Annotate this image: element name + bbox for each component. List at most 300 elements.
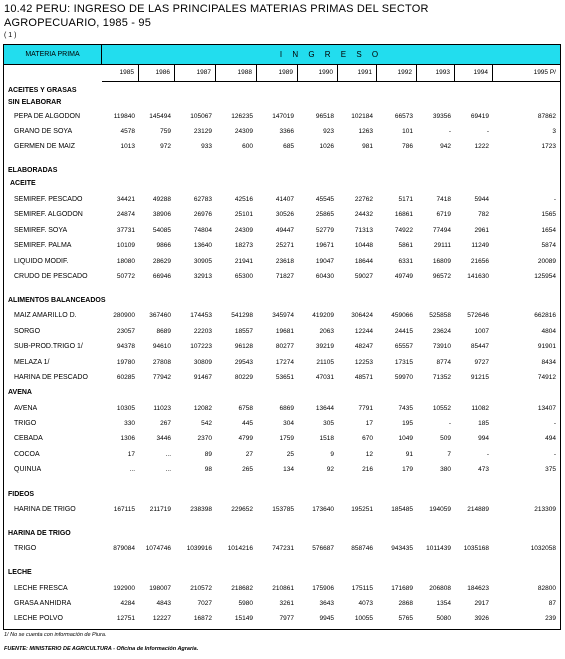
table-cell: 28629 [152, 258, 171, 265]
table-cell: 29543 [234, 359, 253, 366]
table-cell: 8774 [436, 359, 451, 366]
table-cell: 74804 [193, 227, 212, 234]
year-header: 1995 P/ [533, 69, 556, 76]
table-cell: 10109 [116, 242, 135, 249]
table-cell: 53651 [275, 374, 294, 381]
table-cell: 541298 [231, 312, 253, 319]
table-cell: 105067 [190, 113, 212, 120]
table-cell: 29111 [433, 242, 451, 249]
table-cell: 11082 [471, 405, 489, 412]
year-header: 1987 [175, 65, 216, 81]
table-cell: - [553, 420, 556, 427]
row-label: ACEITES Y GRASAS [8, 87, 77, 94]
row-label: AVENA [8, 389, 32, 396]
table-cell: 214889 [467, 506, 489, 513]
table-cell: 1723 [541, 143, 556, 150]
table-cell: 24432 [354, 211, 373, 218]
table-row [4, 310, 560, 322]
table-cell: 5944 [474, 196, 489, 203]
table-cell: 19780 [116, 359, 135, 366]
row-label: COCOA [14, 451, 40, 458]
table-cell: 1011439 [426, 545, 451, 552]
table-cell: 9945 [319, 615, 334, 622]
table-cell: 1654 [541, 227, 556, 234]
table-cell: 15149 [234, 615, 253, 622]
table-cell: 49288 [152, 196, 171, 203]
table-cell: 330 [124, 420, 135, 427]
table-cell: 91467 [193, 374, 212, 381]
table-cell: 572646 [467, 312, 489, 319]
table-cell: 662816 [534, 312, 556, 319]
table-cell: 5080 [436, 615, 451, 622]
table-cell: 994 [478, 435, 489, 442]
table-cell: 27808 [152, 359, 171, 366]
table-cell: - [553, 451, 556, 458]
page-title [4, 2, 429, 30]
table-cell: 62783 [193, 196, 212, 203]
table-cell: 18273 [234, 242, 253, 249]
table-cell: 85447 [470, 343, 489, 350]
table-cell: 1049 [398, 435, 413, 442]
table-cell: 2961 [474, 227, 489, 234]
table-cell: 77942 [152, 374, 171, 381]
table-cell: 24415 [394, 328, 413, 335]
table-row [4, 418, 560, 430]
table-cell: 16861 [394, 211, 413, 218]
table-cell: 7027 [197, 600, 212, 607]
table-cell: 145494 [149, 113, 171, 120]
table-cell: 66946 [152, 273, 171, 280]
section-heading [4, 567, 560, 579]
table-cell: 10552 [432, 405, 451, 412]
table-cell: 216 [362, 466, 373, 473]
table-cell: 3643 [319, 600, 334, 607]
section-heading [4, 528, 560, 540]
table-cell: - [486, 128, 489, 135]
table-cell: 942 [440, 143, 451, 150]
table-cell: 17 [365, 420, 373, 427]
table-cell: 1306 [120, 435, 135, 442]
table-cell: 87862 [537, 113, 556, 120]
table-cell: 47031 [315, 374, 334, 381]
table-cell: 21105 [316, 359, 334, 366]
table-cell: 981 [362, 143, 373, 150]
table-cell: 173640 [312, 506, 334, 513]
table-cell: 98 [204, 466, 212, 473]
row-label: HARINA DE PESCADO [14, 374, 88, 381]
table-cell: 7 [447, 451, 451, 458]
table-cell: 59970 [394, 374, 413, 381]
table-cell: 48247 [354, 343, 373, 350]
table-cell: 20089 [537, 258, 556, 265]
table-cell: 7418 [436, 196, 451, 203]
table-cell: 65557 [394, 343, 413, 350]
table-cell: 13407 [537, 405, 556, 412]
table-cell: 102184 [351, 113, 373, 120]
table-cell: 18644 [354, 258, 373, 265]
table-cell: 782 [478, 211, 489, 218]
table-cell: 34421 [116, 196, 135, 203]
row-label: AVENA [14, 405, 38, 412]
table-cell: 22203 [193, 328, 212, 335]
table-cell: 265 [242, 466, 253, 473]
section-heading [4, 97, 560, 109]
table-cell: 459066 [391, 312, 413, 319]
table-row [4, 613, 560, 625]
table-cell: 96572 [432, 273, 451, 280]
table-cell: 206808 [429, 585, 451, 592]
table-cell: 16872 [193, 615, 212, 622]
table-cell: 185 [478, 420, 489, 427]
table-cell: 101 [402, 128, 413, 135]
row-label: HARINA DE TRIGO [14, 506, 76, 513]
table-row [4, 403, 560, 415]
table-cell: 933 [201, 143, 212, 150]
table-cell: 37731 [116, 227, 135, 234]
table-cell: 685 [283, 143, 294, 150]
table-cell: 19047 [315, 258, 334, 265]
table-cell: 77494 [432, 227, 451, 234]
table-cell: 32913 [193, 273, 212, 280]
table-cell: 16809 [432, 258, 451, 265]
table-cell: 6758 [238, 405, 253, 412]
table-row [4, 240, 560, 252]
table-row [4, 225, 560, 237]
table-cell: 8689 [156, 328, 171, 335]
table-cell: 91 [405, 451, 413, 458]
table-cell: 525858 [429, 312, 451, 319]
section-heading [4, 295, 560, 307]
table-cell: 24309 [234, 128, 253, 135]
table-cell: ... [165, 451, 171, 458]
table-cell: 280900 [113, 312, 135, 319]
table-cell: 17274 [275, 359, 294, 366]
row-label: LECHE [8, 569, 32, 576]
table-cell: 23129 [193, 128, 212, 135]
table-cell: 69419 [470, 113, 489, 120]
table-cell: 21656 [470, 258, 489, 265]
table-cell: 45545 [315, 196, 334, 203]
row-label: TRIGO [14, 545, 37, 552]
table-cell: 147019 [272, 113, 294, 120]
year-header: 1989 [257, 65, 298, 81]
table-row [4, 341, 560, 353]
table-cell: 3 [552, 128, 556, 135]
table-row [4, 543, 560, 555]
table-cell: 12751 [116, 615, 135, 622]
table-cell: 24309 [234, 227, 253, 234]
table-cell: 49749 [394, 273, 413, 280]
table-cell: 12082 [193, 405, 212, 412]
table-cell: 4578 [120, 128, 135, 135]
row-label: SIN ELABORAR [8, 99, 62, 106]
row-label: ELABORADAS [8, 167, 58, 174]
table-cell: 345974 [272, 312, 294, 319]
table-cell: 3261 [279, 600, 294, 607]
table-row [4, 598, 560, 610]
table-cell: 8434 [541, 359, 556, 366]
table-cell: 49447 [275, 227, 294, 234]
note-reference: ( 1 ) [4, 32, 17, 39]
table-cell: 175115 [351, 585, 373, 592]
year-header: 1992 [377, 65, 417, 81]
table-cell: 126235 [231, 113, 253, 120]
table-cell: 11023 [153, 405, 171, 412]
table-cell: 80277 [275, 343, 294, 350]
table-cell: 6331 [398, 258, 413, 265]
table-cell: 1518 [319, 435, 334, 442]
row-label: HARINA DE TRIGO [8, 530, 71, 537]
table-cell: 1032058 [530, 545, 556, 552]
table-cell: 17315 [394, 359, 413, 366]
table-cell: 9727 [474, 359, 489, 366]
table-cell: 30905 [193, 258, 212, 265]
footnote: 1/ No se cuenta con información de Piura. [4, 632, 107, 638]
table-cell: 12227 [152, 615, 171, 622]
table-row [4, 464, 560, 476]
table-cell: 41407 [275, 196, 294, 203]
table-cell: 12 [365, 451, 373, 458]
materia-prima-header: MATERIA PRIMA [4, 45, 102, 65]
row-label: SEMIREF. SOYA [14, 227, 68, 234]
table-row [4, 433, 560, 445]
table-cell: 1354 [436, 600, 451, 607]
table-cell: 39219 [315, 343, 334, 350]
table-cell: 96518 [315, 113, 334, 120]
table-row [4, 372, 560, 384]
table-cell: 184623 [467, 585, 489, 592]
table-cell: 171689 [391, 585, 413, 592]
table-cell: 1222 [474, 143, 489, 150]
table-cell: 3446 [156, 435, 171, 442]
row-label: QUINUA [14, 466, 42, 473]
table-cell: 210572 [190, 585, 212, 592]
table-row [4, 504, 560, 516]
year-header: 1991 [338, 65, 377, 81]
section-heading [4, 178, 560, 190]
table-cell: 94378 [116, 343, 135, 350]
data-table [3, 44, 561, 630]
table-cell: 66573 [394, 113, 413, 120]
table-row [4, 271, 560, 283]
table-cell: 195251 [351, 506, 373, 513]
section-heading [4, 165, 560, 177]
table-cell: 670 [362, 435, 373, 442]
section-heading [4, 387, 560, 399]
table-cell: 494 [545, 435, 556, 442]
table-cell: 42516 [234, 196, 253, 203]
table-cell: 18080 [116, 258, 135, 265]
table-cell: 26976 [193, 211, 212, 218]
table-cell: 600 [242, 143, 253, 150]
table-cell: 71352 [432, 374, 451, 381]
table-cell: 1039916 [186, 545, 212, 552]
table-cell: 5980 [238, 600, 253, 607]
row-label: SUB-PROD.TRIGO 1/ [14, 343, 83, 350]
table-cell: 213309 [534, 506, 556, 513]
table-cell: 4804 [541, 328, 556, 335]
table-cell: 445 [242, 420, 253, 427]
row-label: ALIMENTOS BALANCEADOS [8, 297, 106, 304]
table-cell: 82800 [537, 585, 556, 592]
table-cell: 91901 [537, 343, 556, 350]
table-cell: 119840 [113, 113, 135, 120]
table-cell: 74912 [537, 374, 556, 381]
table-cell: 239 [545, 615, 556, 622]
section-heading [4, 85, 560, 97]
table-cell: 5861 [398, 242, 413, 249]
table-cell: 59027 [354, 273, 373, 280]
table-cell: 12253 [354, 359, 373, 366]
table-cell: 19681 [275, 328, 294, 335]
year-header: 1990 [298, 65, 338, 81]
table-cell: 141630 [467, 273, 489, 280]
table-cell: 943435 [391, 545, 413, 552]
table-cell: 198007 [149, 585, 171, 592]
table-cell: 2868 [398, 600, 413, 607]
row-label: SORGO [14, 328, 41, 335]
table-row [4, 209, 560, 221]
table-cell: 218682 [231, 585, 253, 592]
table-row [4, 194, 560, 206]
row-label: GERMEN DE MAIZ [14, 143, 76, 150]
table-cell: 367460 [149, 312, 171, 319]
row-label: MAIZ AMARILLO D. [14, 312, 77, 319]
table-cell: 73910 [432, 343, 451, 350]
table-cell: 305 [323, 420, 334, 427]
row-label: GRASA ANHIDRA [14, 600, 72, 607]
table-cell: 4073 [358, 600, 373, 607]
table-cell: 3366 [279, 128, 294, 135]
title-line-1: 10.42 PERU: INGRESO DE LAS PRINCIPALES MATERIAS PRIMAS DEL SECTOR [4, 3, 429, 15]
table-cell: 1007 [474, 328, 489, 335]
table-row [4, 111, 560, 123]
table-cell: 23618 [275, 258, 294, 265]
row-label: MELAZA 1/ [14, 359, 50, 366]
table-row [4, 141, 560, 153]
table-cell: 7435 [398, 405, 413, 412]
table-cell: 7977 [279, 615, 294, 622]
table-cell: 786 [402, 143, 413, 150]
table-cell: 304 [283, 420, 294, 427]
row-label: FIDEOS [8, 491, 35, 498]
table-cell: 52779 [315, 227, 334, 234]
table-cell: 50772 [116, 273, 135, 280]
table-cell: 1013 [120, 143, 135, 150]
table-cell: 134 [283, 466, 294, 473]
table-cell: 17 [127, 451, 135, 458]
table-cell: 1759 [279, 435, 294, 442]
table-cell: - [553, 196, 556, 203]
table-cell: 3926 [474, 615, 489, 622]
row-label: LIQUIDO MODIF. [14, 258, 69, 265]
table-cell: 238398 [190, 506, 212, 513]
table-cell: 1263 [358, 128, 373, 135]
table-cell: 509 [440, 435, 451, 442]
row-label: GRANO DE SOYA [14, 128, 73, 135]
table-cell: 21941 [234, 258, 253, 265]
table-cell: 194059 [429, 506, 451, 513]
table-cell: 473 [478, 466, 489, 473]
table-cell: 923 [323, 128, 334, 135]
table-cell: 267 [160, 420, 171, 427]
table-cell: 107223 [190, 343, 212, 350]
table-cell: 211719 [149, 506, 171, 513]
table-cell: 24874 [116, 211, 135, 218]
table-cell: 25101 [234, 211, 253, 218]
table-cell: 13644 [315, 405, 334, 412]
row-label: CEBADA [14, 435, 43, 442]
table-cell: 153785 [272, 506, 294, 513]
table-cell: 5874 [541, 242, 556, 249]
table-cell: 10448 [354, 242, 373, 249]
table-row [4, 326, 560, 338]
table-cell: 65300 [234, 273, 253, 280]
table-cell: 10055 [354, 615, 373, 622]
table-cell: 5765 [398, 615, 413, 622]
row-label: LECHE POLVO [14, 615, 63, 622]
table-cell: 210861 [272, 585, 294, 592]
year-header: 1986 [139, 65, 175, 81]
table-row [4, 583, 560, 595]
table-cell: 1074746 [145, 545, 171, 552]
table-row [4, 449, 560, 461]
table-cell: 576687 [312, 545, 334, 552]
table-cell: 879084 [113, 545, 135, 552]
table-cell: 375 [545, 466, 556, 473]
table-cell: 9866 [156, 242, 171, 249]
table-cell: 23624 [432, 328, 451, 335]
table-cell: 92 [326, 466, 334, 473]
table-row [4, 256, 560, 268]
table-cell: 60285 [116, 374, 135, 381]
table-cell: 380 [440, 466, 451, 473]
table-cell: 179 [402, 466, 413, 473]
table-cell: 19671 [315, 242, 334, 249]
table-cell: 542 [201, 420, 212, 427]
table-cell: ... [129, 466, 135, 473]
row-label: SEMIREF. PALMA [14, 242, 72, 249]
table-cell: 96128 [234, 343, 253, 350]
row-label: LECHE FRESCA [14, 585, 68, 592]
row-label: TRIGO [14, 420, 37, 427]
table-cell: 25865 [315, 211, 334, 218]
row-label: PEPA DE ALGODON [14, 113, 81, 120]
table-cell: 4843 [156, 600, 171, 607]
table-cell: 195 [402, 420, 413, 427]
table-row [4, 126, 560, 138]
table-cell: 89 [204, 451, 212, 458]
table-cell: 9 [330, 451, 334, 458]
table-cell: 419209 [312, 312, 334, 319]
table-cell: 858746 [351, 545, 373, 552]
table-cell: 10305 [116, 405, 135, 412]
source-note: FUENTE: MINISTERIO DE AGRICULTURA - Oficina de Información Agraria. [4, 646, 199, 652]
table-cell: 4284 [120, 600, 135, 607]
table-cell: - [448, 420, 451, 427]
row-label: CRUDO DE PESCADO [14, 273, 88, 280]
year-header: 1985 [102, 65, 139, 81]
table-cell: 1035168 [463, 545, 489, 552]
table-cell: 71313 [354, 227, 373, 234]
table-cell: 30809 [193, 359, 212, 366]
table-cell: 2370 [197, 435, 212, 442]
table-cell: 4799 [238, 435, 253, 442]
table-cell: 2917 [474, 600, 489, 607]
table-cell: 23057 [116, 328, 135, 335]
table-cell: 1014216 [227, 545, 253, 552]
table-cell: 125954 [534, 273, 556, 280]
